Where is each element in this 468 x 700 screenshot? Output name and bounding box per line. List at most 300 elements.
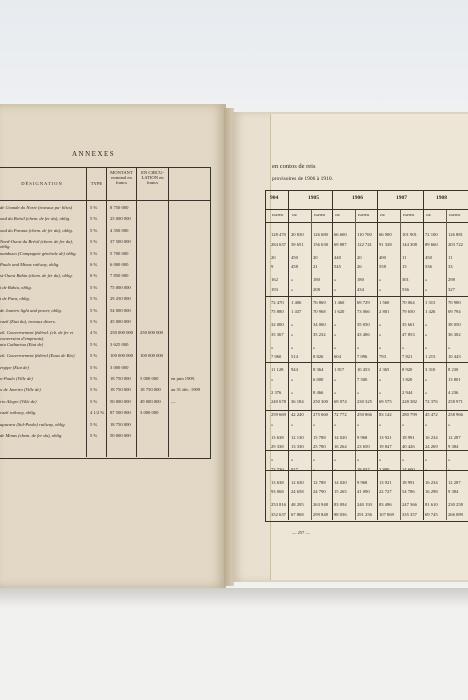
- value-cell: »: [379, 421, 382, 427]
- header-designation: DÉSIGNATION: [21, 181, 63, 186]
- value-cell: »: [379, 322, 382, 327]
- value-cell: »: [291, 376, 294, 382]
- value-cell: »: [334, 466, 337, 472]
- table-row: [0, 296, 224, 307]
- table-row: [270, 480, 468, 490]
- designation-cell: Paulo and Minas railway, oblig.: [0, 262, 60, 267]
- value-cell: 15: [402, 264, 407, 269]
- value-cell: 4 236: [448, 389, 459, 395]
- value-cell: 69 794: [448, 309, 461, 314]
- value-cell: 16 234: [425, 434, 438, 440]
- value-cell: 9: [271, 264, 274, 269]
- value-cell: 14 020: [334, 434, 347, 440]
- value-cell: »: [379, 331, 382, 337]
- designation-cell: de Minas (chem. de fer du), oblig.: [0, 433, 63, 438]
- value-cell: 10 443: [448, 354, 461, 359]
- value-cell: 263 948: [313, 502, 328, 507]
- montant-cell: 4 350 000: [110, 227, 129, 233]
- montant-cell: 18 750 000: [110, 387, 131, 393]
- value-cell: 11: [448, 254, 453, 260]
- value-cell: 12 130: [291, 434, 304, 440]
- table-row: [270, 354, 468, 364]
- value-cell: 13 921: [379, 434, 392, 440]
- value-cell: 126 881: [448, 232, 463, 237]
- montant-cell: 29 250 000: [110, 296, 131, 302]
- value-cell: 26: [357, 264, 362, 269]
- value-cell: 67 868: [291, 511, 304, 517]
- designation-cell: o de Janeiro (Ville de): [0, 387, 41, 393]
- table-row: [0, 251, 224, 262]
- designation-cell: nambuco (Compagnie générale de) oblig.: [0, 250, 77, 256]
- value-cell: »: [402, 344, 405, 350]
- value-cell: 604: [334, 354, 341, 359]
- type-cell: 6 %: [90, 262, 98, 267]
- table-row: [270, 467, 468, 477]
- value-cell: 13 638: [271, 434, 284, 440]
- value-cell: 16 298: [425, 489, 438, 494]
- value-cell: »: [334, 457, 337, 462]
- type-cell: 6 %: [90, 273, 98, 279]
- value-cell: »: [334, 389, 337, 395]
- value-cell: »: [425, 376, 428, 382]
- value-cell: 13 638: [271, 479, 284, 485]
- table-row: [0, 330, 224, 341]
- montant-cell: 18 750 000: [110, 421, 131, 427]
- value-cell: 450: [425, 254, 432, 260]
- value-cell: 258 966: [448, 412, 463, 417]
- value-cell: 514: [291, 354, 298, 359]
- designation-cell: de Janeiro light and power, oblig.: [0, 307, 62, 313]
- value-cell: 36 184: [291, 399, 304, 404]
- table-row: [270, 300, 468, 310]
- circulation-cell: 3 000 000: [140, 410, 159, 416]
- value-cell: 13 921: [379, 479, 392, 485]
- type-cell: 4 %: [90, 330, 98, 336]
- value-cell: »: [357, 421, 360, 427]
- value-cell: »: [425, 286, 428, 292]
- subheader-papier: PAPIER: [403, 213, 415, 217]
- value-cell: »: [448, 344, 451, 350]
- value-cell: »: [271, 457, 274, 462]
- value-cell: 107 869: [379, 511, 394, 517]
- value-cell: »: [271, 344, 274, 350]
- table-row: [0, 387, 224, 398]
- table-row: [0, 399, 224, 410]
- value-cell: 1 560: [379, 299, 390, 305]
- value-cell: 15 265: [334, 489, 347, 494]
- montant-cell: 6 000 000: [110, 262, 129, 267]
- value-cell: 14 020: [334, 479, 347, 485]
- value-cell: »: [291, 277, 294, 282]
- value-cell: 35 661: [402, 322, 415, 327]
- value-cell: 1 406: [291, 299, 302, 305]
- value-cell: 23 650: [357, 444, 370, 449]
- value-cell: »: [425, 389, 428, 395]
- value-cell: »: [291, 421, 294, 427]
- table-row: [0, 353, 224, 364]
- value-cell: 69 575: [379, 399, 392, 404]
- value-cell: 1 460: [334, 299, 345, 305]
- value-cell: »: [425, 457, 428, 462]
- circulation-cell: 5 000 000: [140, 376, 159, 381]
- value-cell: 275 660: [313, 412, 328, 417]
- table-row: [270, 277, 468, 287]
- value-cell: 250 300: [313, 399, 328, 404]
- value-cell: 22 727: [379, 489, 392, 494]
- value-cell: 1 426: [425, 309, 436, 314]
- type-cell: 5 %: [90, 227, 98, 233]
- value-cell: 83 142: [379, 412, 392, 417]
- value-cell: 2 944: [402, 389, 413, 395]
- value-cell: 208: [313, 286, 320, 292]
- value-cell: 298: [448, 277, 455, 282]
- value-cell: 9 968: [357, 434, 368, 440]
- value-cell: »: [291, 457, 294, 462]
- value-cell: 16 264: [334, 444, 347, 449]
- value-cell: »: [425, 466, 428, 472]
- value-cell: 20: [357, 254, 362, 260]
- value-cell: »: [448, 421, 451, 427]
- value-cell: 327: [448, 286, 455, 292]
- value-cell: »: [291, 389, 294, 395]
- note-cell: au 31 déc. 1909: [171, 387, 201, 393]
- value-cell: 48 295: [291, 502, 304, 507]
- value-cell: 1 437: [291, 309, 302, 314]
- value-cell: »: [379, 457, 382, 462]
- designation-cell: t de Para, oblig.: [0, 296, 30, 302]
- value-cell: 122 741: [357, 241, 372, 247]
- value-cell: 72 470: [271, 299, 284, 305]
- value-cell: 8 920: [402, 367, 413, 372]
- value-cell: 69 745: [425, 511, 438, 517]
- value-cell: 203 722: [448, 241, 463, 247]
- value-cell: 8 826: [313, 354, 324, 359]
- designation-cell: ergipe (Etat de): [0, 364, 29, 370]
- value-cell: »: [313, 421, 316, 427]
- value-cell: »: [313, 344, 316, 350]
- montant-cell: 8 750 000: [110, 205, 129, 210]
- table-row: [0, 239, 224, 250]
- value-cell: 25 780: [313, 444, 326, 449]
- value-cell: 1 817: [334, 367, 345, 372]
- type-cell: 5 %: [90, 421, 98, 427]
- table-row: [270, 512, 468, 522]
- circulation-cell: 250 000 000: [140, 330, 163, 336]
- value-cell: 69 729: [357, 299, 370, 305]
- value-cell: 19 847: [379, 444, 392, 449]
- table-row: [270, 422, 468, 432]
- table-row: [270, 399, 468, 409]
- montant-cell: 75 000 000: [110, 284, 131, 290]
- montant-cell: 54 000 000: [110, 307, 131, 313]
- value-cell: 156 638: [313, 241, 328, 247]
- value-cell: 18 037: [357, 466, 370, 472]
- value-cell: »: [291, 286, 294, 292]
- subheader-or: OR: [426, 213, 431, 217]
- value-cell: 70 064: [402, 299, 415, 305]
- designation-cell: razil (Etat du), travaux divers.: [0, 319, 56, 324]
- value-cell: »: [379, 376, 382, 382]
- value-cell: 20: [313, 254, 318, 260]
- value-cell: 128 470: [271, 232, 286, 237]
- value-cell: »: [334, 286, 337, 292]
- type-cell: 5 %: [90, 398, 98, 404]
- value-cell: »: [402, 421, 405, 427]
- background-top: [0, 0, 468, 110]
- value-cell: »: [379, 277, 382, 282]
- value-cell: 266 089: [448, 511, 463, 517]
- value-cell: 32 000: [271, 322, 284, 327]
- circulation-cell: 18 750 000: [140, 387, 161, 393]
- value-cell: 12 788: [313, 479, 326, 485]
- table-row: [0, 216, 224, 227]
- designation-cell: de Grande do Norte (travaux pu- blics): [0, 205, 73, 210]
- year-header: 1907: [396, 195, 407, 201]
- table-row: [0, 285, 224, 296]
- table-row: [270, 367, 468, 377]
- type-cell: 5 %: [90, 307, 98, 313]
- type-cell: 5 %: [90, 433, 98, 438]
- book-shadow: [0, 588, 468, 608]
- value-cell: 36 302: [448, 331, 461, 337]
- table-row: [0, 262, 224, 273]
- type-cell: 5 %: [90, 353, 98, 359]
- value-cell: 2 880: [379, 466, 390, 472]
- value-cell: 110 700: [357, 232, 372, 237]
- table-row: [270, 390, 468, 400]
- value-cell: »: [334, 421, 337, 427]
- right-table-header-rule: [265, 209, 468, 210]
- designation-cell: oad du Parana (chem. de fer du), oblig.: [0, 227, 73, 233]
- value-cell: 8 466: [313, 389, 324, 395]
- value-cell: 193: [271, 286, 278, 292]
- value-cell: 247 366: [402, 502, 417, 507]
- value-cell: 2 365: [379, 367, 390, 372]
- value-cell: »: [425, 344, 428, 350]
- value-cell: 9 968: [357, 479, 368, 485]
- value-cell: 40 426: [402, 444, 415, 449]
- value-cell: »: [425, 277, 428, 282]
- subheader-papier: PAPIER: [272, 213, 284, 217]
- table-row: [0, 410, 224, 421]
- value-cell: »: [291, 331, 294, 337]
- value-cell: 250 866: [357, 412, 372, 417]
- table-row: [270, 377, 468, 387]
- year-header: 904: [270, 195, 279, 201]
- value-cell: 12 287: [448, 434, 461, 440]
- type-cell: 5 %: [90, 296, 98, 302]
- value-cell: »: [334, 344, 337, 350]
- value-cell: 7 500: [357, 376, 368, 382]
- right-table-subtitle: provisoires de 1906 à 1910.: [272, 176, 333, 182]
- value-cell: »: [334, 331, 337, 337]
- value-cell: »: [313, 457, 316, 462]
- value-cell: 24 658: [291, 489, 304, 494]
- montant-cell: 250 000 000: [110, 330, 133, 336]
- value-cell: 38 050: [448, 322, 461, 327]
- header-montant: MONTANT nominal en francs: [110, 170, 133, 185]
- type-cell: 5 %: [90, 319, 98, 324]
- value-cell: 29 338: [271, 444, 284, 449]
- value-cell: »: [425, 421, 428, 427]
- value-cell: 299 848: [313, 511, 328, 517]
- subheader-or: OR: [335, 213, 340, 217]
- value-cell: 280 799: [402, 412, 417, 417]
- designation-cell: oad du Brésil (chem. de fer du), oblig.: [0, 216, 71, 222]
- value-cell: »: [425, 331, 428, 337]
- table-row: [270, 444, 468, 454]
- value-cell: 558: [379, 264, 386, 269]
- value-cell: 75 880: [271, 309, 284, 314]
- table-row: [270, 489, 468, 499]
- table-row: [0, 422, 224, 433]
- value-cell: 66 600: [334, 232, 347, 237]
- value-cell: 917: [291, 466, 298, 472]
- value-cell: »: [357, 344, 360, 350]
- table-row: [0, 273, 224, 284]
- value-cell: 3 310: [425, 367, 436, 372]
- montant-cell: 25 000 000: [110, 216, 131, 222]
- value-cell: »: [271, 376, 274, 382]
- designation-cell: apucara (Sul-Paulo) railway, oblig.: [0, 421, 66, 427]
- note-cell: en juin 1909.: [171, 376, 196, 381]
- value-cell: 352 637: [271, 511, 286, 517]
- value-cell: 42 240: [291, 412, 304, 417]
- note-cell: —: [171, 398, 176, 404]
- value-cell: 34 060: [313, 322, 326, 327]
- table-row: [270, 322, 468, 332]
- subheader-papier: PAPIER: [358, 213, 370, 217]
- designation-cell: t de Bahia, oblig.: [0, 284, 32, 290]
- designation-cell: Nord-Ouest du Brésil (chem. de fer du), oblig.: [0, 239, 74, 250]
- value-cell: 545: [334, 264, 341, 269]
- value-cell: 66 900: [379, 232, 392, 237]
- table-row: [0, 376, 224, 387]
- value-cell: »: [313, 466, 316, 472]
- value-cell: 20: [271, 254, 276, 260]
- value-cell: 45 472: [425, 412, 438, 417]
- value-cell: 91 338: [379, 241, 392, 247]
- type-cell: 5 %: [90, 387, 98, 393]
- value-cell: 33: [448, 264, 453, 269]
- value-cell: »: [271, 421, 274, 427]
- value-cell: 301: [402, 277, 409, 282]
- value-cell: »: [334, 322, 337, 327]
- value-cell: »: [379, 344, 382, 350]
- montant-cell: 100 000 000: [110, 353, 133, 359]
- value-cell: 2 801: [379, 309, 390, 314]
- value-cell: 72 100: [425, 232, 438, 237]
- value-cell: 126 680: [313, 232, 328, 237]
- value-cell: 8 364: [313, 367, 324, 372]
- value-cell: 88 036: [334, 511, 347, 517]
- type-cell: 5 %: [90, 216, 98, 222]
- value-cell: »: [334, 277, 337, 282]
- table-row: [0, 365, 224, 376]
- circulation-cell: 100 000 000: [140, 353, 163, 359]
- value-cell: 434: [357, 286, 364, 292]
- value-cell: 14 600: [402, 466, 415, 472]
- montant-cell: 7 850 000: [110, 273, 129, 279]
- value-cell: »: [334, 376, 337, 382]
- value-cell: 101 901: [402, 232, 417, 237]
- page-number: — 257 —: [292, 530, 310, 535]
- value-cell: 24 790: [313, 489, 326, 494]
- table-row: [270, 232, 468, 242]
- value-cell: 12 630: [291, 479, 304, 485]
- value-cell: 39 651: [291, 241, 304, 247]
- value-cell: 240 678: [271, 399, 286, 404]
- value-cell: 253 816: [271, 502, 286, 507]
- table-row: [270, 412, 468, 422]
- montant-cell: 3 000 000: [110, 364, 129, 370]
- table-row: [0, 319, 224, 330]
- value-cell: 7 821: [402, 354, 413, 359]
- type-cell: 5 %: [90, 376, 98, 381]
- value-cell: 230 325: [357, 399, 372, 404]
- table-row: [270, 255, 468, 265]
- value-cell: 228 382: [402, 399, 417, 404]
- value-cell: »: [379, 389, 382, 395]
- value-cell: 10 453: [357, 367, 370, 372]
- type-cell: 5 %: [90, 341, 98, 347]
- value-cell: 1 620: [334, 309, 345, 314]
- value-cell: 83 094: [334, 502, 347, 507]
- value-cell: 41 090: [357, 489, 370, 494]
- value-cell: 144 308: [402, 241, 417, 247]
- montant-cell: 45 000 000: [110, 319, 131, 324]
- value-cell: 284 637: [271, 241, 286, 247]
- value-cell: 1 215: [425, 354, 436, 359]
- value-cell: »: [379, 286, 382, 292]
- value-cell: 450: [291, 254, 298, 260]
- montant-cell: 50 000 000: [110, 433, 131, 438]
- year-header: 1905: [308, 195, 319, 201]
- value-cell: 180: [357, 277, 364, 282]
- designation-cell: razil railway, oblig.: [0, 410, 37, 416]
- right-table-title: en contos de reis: [272, 163, 316, 170]
- value-cell: 8 230: [448, 367, 459, 372]
- table-row: [270, 242, 468, 252]
- left-table-header-rule: [0, 200, 210, 201]
- type-cell: 5 %: [90, 250, 98, 256]
- value-cell: 440: [334, 254, 341, 260]
- value-cell: 258 971: [448, 399, 463, 404]
- value-cell: 69 887: [334, 241, 347, 247]
- montant-cell: 37 500 000: [110, 239, 131, 245]
- value-cell: 35 232: [313, 331, 326, 337]
- table-row: [270, 435, 468, 445]
- table-row: [270, 309, 468, 319]
- right-table-group-rule: [265, 410, 468, 411]
- value-cell: 35 367: [271, 331, 284, 337]
- type-cell: 4 1/2 %: [90, 410, 105, 416]
- value-cell: 1 315: [425, 299, 436, 305]
- header-circulation: EN CIRCU- LATION en francs: [141, 170, 164, 185]
- value-cell: 73 730: [271, 466, 284, 472]
- value-cell: 69 074: [334, 399, 347, 404]
- year-header: 1906: [352, 195, 363, 201]
- value-cell: 35 050: [357, 322, 370, 327]
- designation-cell: zil. Gouvernement fédéral (Eaux de Rio): [0, 353, 75, 359]
- value-cell: »: [291, 344, 294, 350]
- value-cell: »: [357, 389, 360, 395]
- circulation-cell: 49 000 000: [140, 398, 161, 404]
- value-cell: 291 256: [357, 511, 372, 517]
- value-cell: 93 068: [271, 489, 284, 494]
- value-cell: 240 193: [357, 502, 372, 507]
- subheader-papier: PAPIER: [314, 213, 326, 217]
